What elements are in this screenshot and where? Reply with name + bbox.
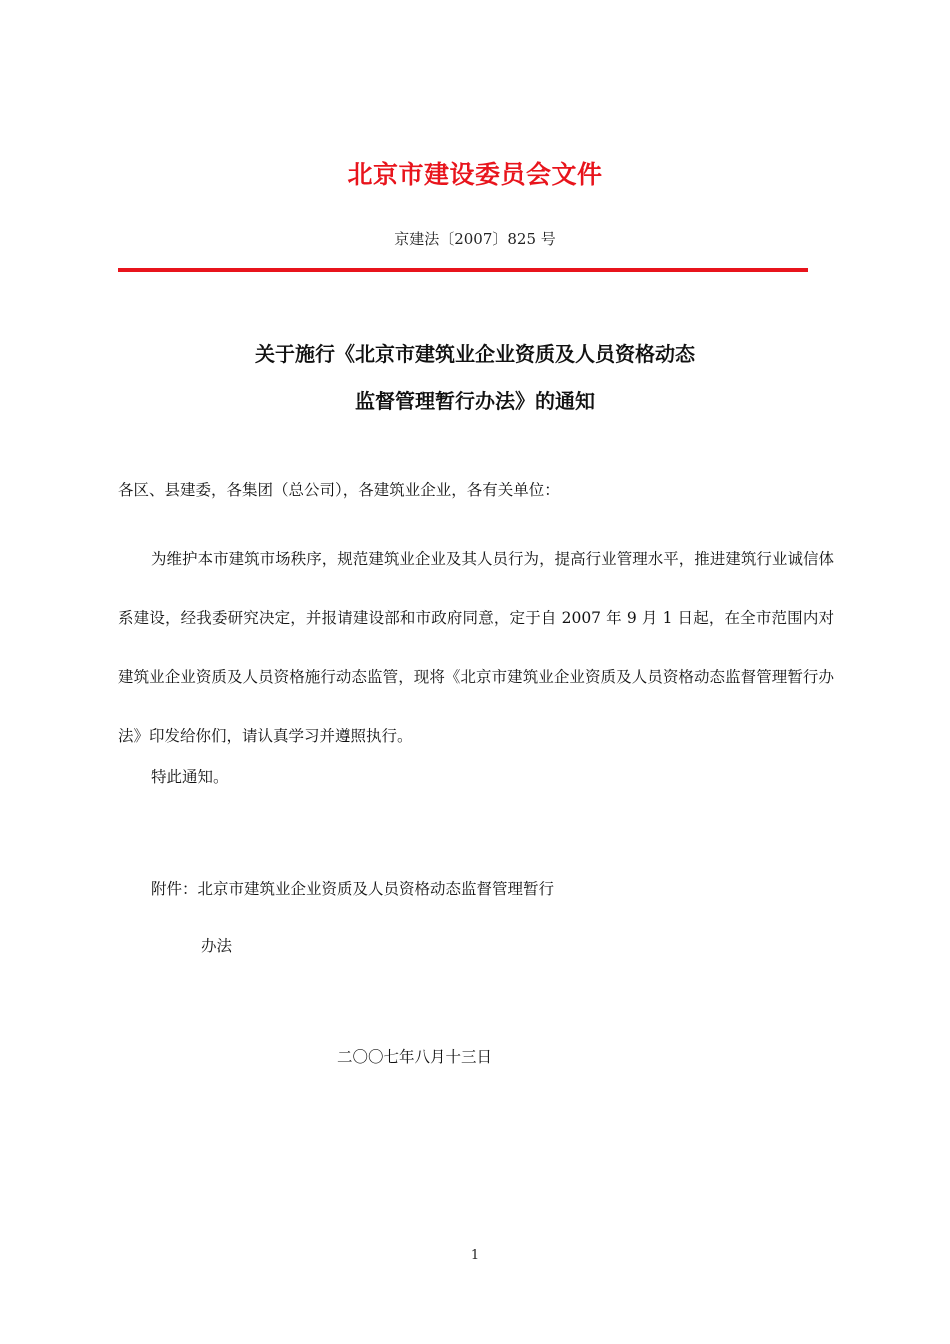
salutation: 各区、县建委，各集团（总公司），各建筑业企业，各有关单位： [118, 481, 560, 499]
page-number: 1 [470, 1248, 480, 1263]
notice-title-line-1: 关于施行《北京市建筑业企业资质及人员资格动态 [255, 342, 695, 366]
body-paragraph: 为维护本市建筑市场秩序，规范建筑业企业及其人员行为，提高行业管理水平，推进建筑行业诚信体系建设，经我委研究决定，并报请建设部和市政府同意，定于自 2007 年 9 月 1 日起，在全市范围内对建筑业企业资质及人员资格施行动态监管，现将《北京市建筑业企业资质及人员资格动态监督管理暂行办法》印发给你们，请认真学习并遵照执行。 [118, 550, 834, 745]
notice-title-line-2: 监督管理暂行办法》的通知 [355, 389, 595, 413]
attachment-line-1: 附件：北京市建筑业企业资质及人员资格动态监督管理暂行 [151, 880, 555, 898]
issuer-title: 北京市建设委员会文件 [347, 160, 603, 189]
issue-date: 二〇〇七年八月十三日 [337, 1048, 493, 1066]
attachment-line-2: 办法 [201, 937, 233, 955]
document-number: 京建法〔2007〕825 号 [394, 230, 556, 248]
closing-line: 特此通知。 [151, 768, 229, 786]
red-header-rule [118, 268, 808, 272]
